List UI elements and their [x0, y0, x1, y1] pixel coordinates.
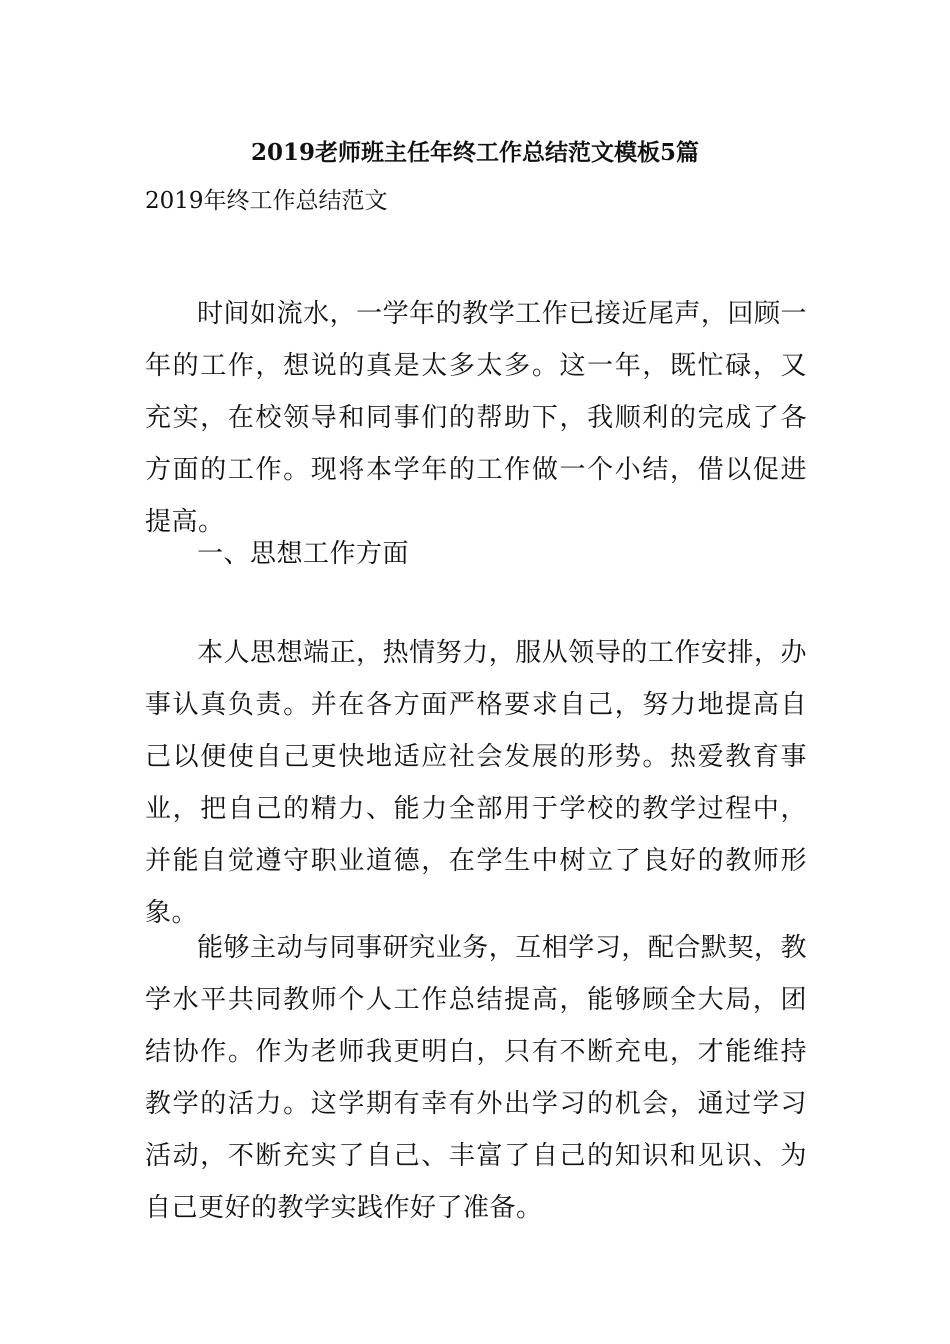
document-title: 2019老师班主任年终工作总结范文模板5篇: [250, 139, 700, 166]
section-heading-thought-work: 一、思想工作方面: [197, 539, 410, 569]
document-subtitle: 2019年终工作总结范文: [145, 188, 388, 214]
paragraph-teamwork: 能够主动与同事研究业务，互相学习，配合默契，教学水平共同教师个人工作总结提高，能够顾全大局，团结协作。作为老师我更明白，只有不断充电，才能维持教学的活力。这学期有幸有外出学习的机会，通过学习活动，不断充实了自己、丰富了自己的知识和见识、为自己更好的教学实践作好了准备。: [145, 933, 807, 1223]
paragraph-intro: 时间如流水，一学年的教学工作已接近尾声，回顾一年的工作，想说的真是太多太多。这一年，既忙碌，又充实，在校领导和同事们的帮助下，我顺利的完成了各方面的工作。现将本学年的工作做一个小结，借以促进提高。: [145, 299, 807, 537]
paragraph-thought-work: 本人思想端正，热情努力，服从领导的工作安排，办事认真负责。并在各方面严格要求自己，努力地提高自己以便使自己更快地适应社会发展的形势。热爱教育事业，把自己的精力、能力全部用于学校的教学过程中，并能自觉遵守职业道德，在学生中树立了良好的教师形象。: [145, 638, 807, 928]
